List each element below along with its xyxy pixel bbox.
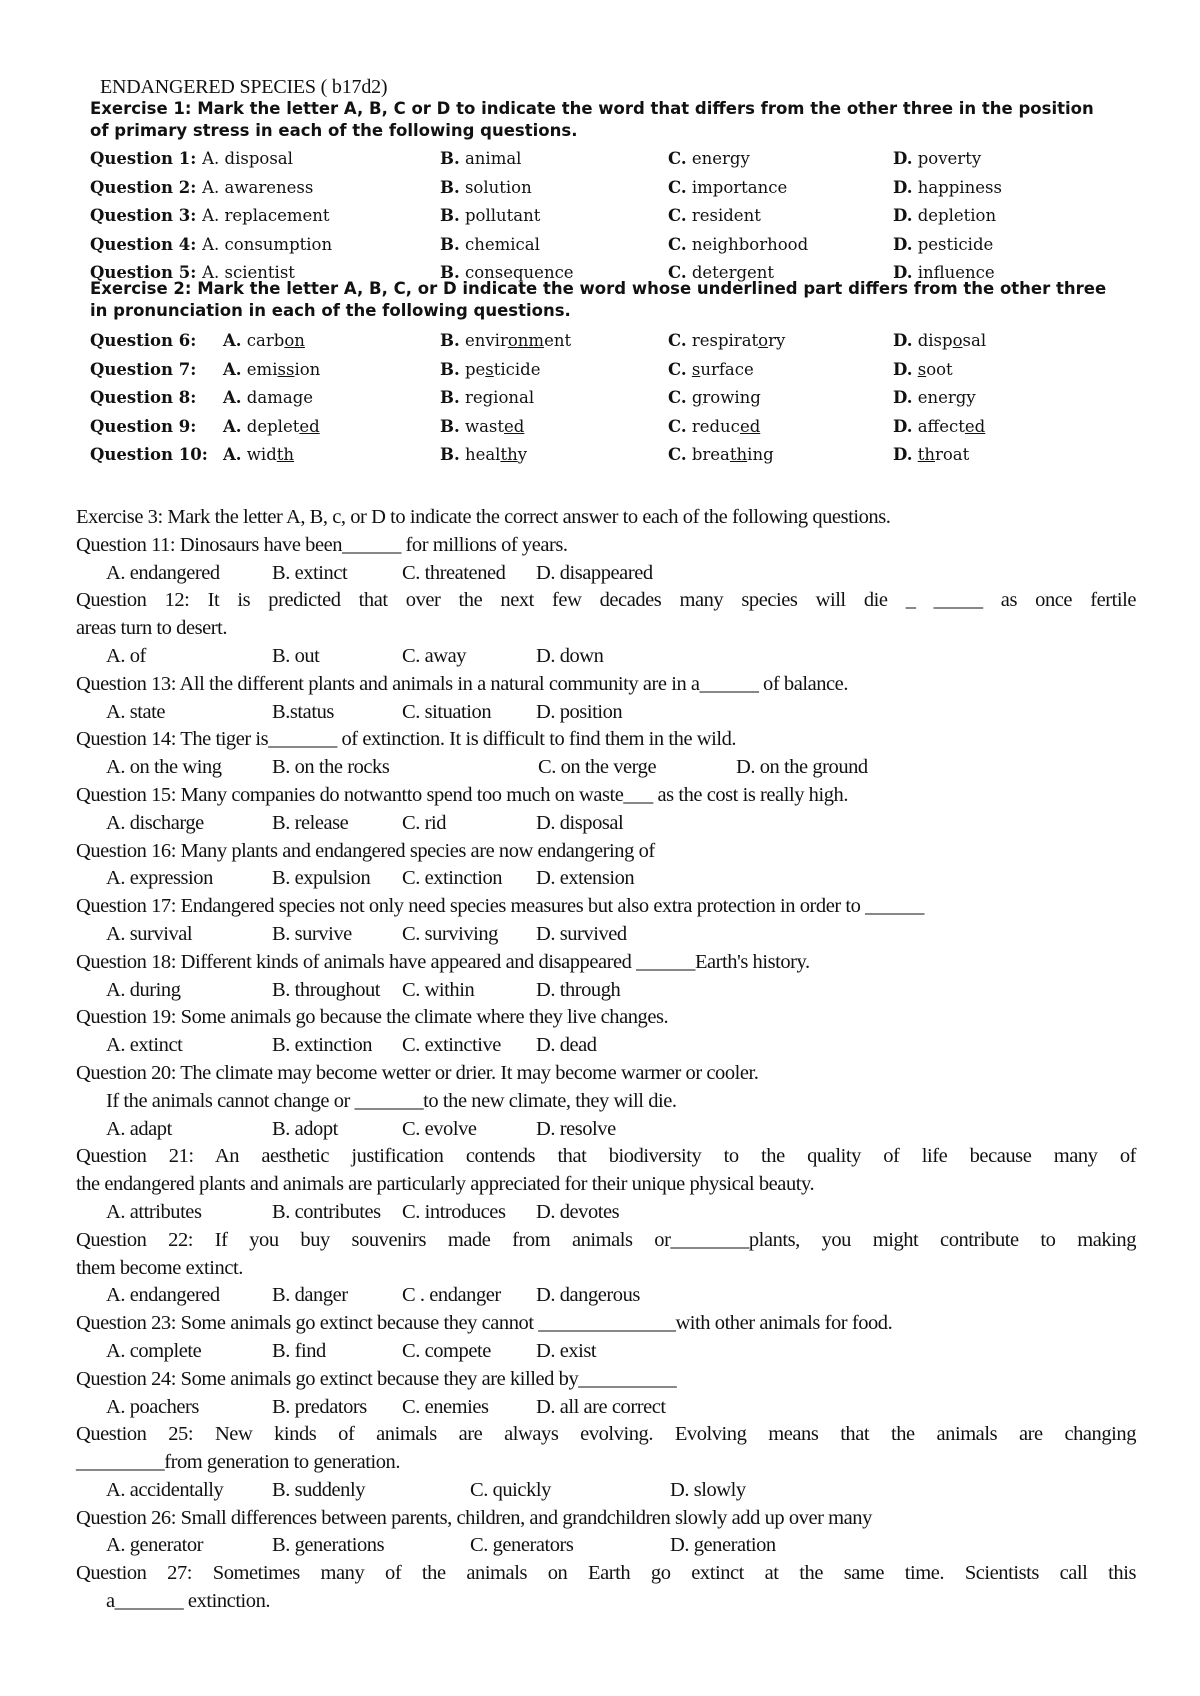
question-row [90,232,1110,261]
option-c [668,206,761,225]
question-number: Question 4: [90,234,197,254]
word-part: sal [962,331,987,350]
option-letter: B. [440,263,460,282]
question-label [90,149,293,168]
answer-options [76,699,1136,727]
answer-option-d[interactable]: D. generation [670,1534,776,1557]
underlined-part: o [952,331,963,350]
question-text: Question 16: Many plants and endangered species are now endangering of [76,839,655,862]
question-label: Question 10: [90,445,208,464]
option-word: depletion [917,206,997,225]
option-letter: B. [440,445,460,464]
exercise-2-questions [90,328,1110,471]
question-label: Question 7: [90,359,197,379]
word-part: wast [464,416,505,436]
answer-option-c[interactable]: C. introduces [402,1200,506,1223]
answer-option-a[interactable]: A. accidentally [106,1478,224,1501]
question-text: If the animals cannot change or _______to the new climate, they will die. [106,1089,677,1112]
word-part: reduc [691,416,740,436]
option-letter: D. [893,177,913,197]
answer-options [76,754,1136,782]
answer-option-d[interactable]: D. down [536,644,604,667]
answer-option-b[interactable]: B. generations [272,1534,385,1557]
question-number: Question 5: [90,263,197,282]
question-row [90,328,1110,357]
answer-option-c[interactable]: C. within [402,978,475,1001]
answer-option-b[interactable]: B. extinction [272,1034,373,1057]
exercise-1-questions [90,146,1110,289]
option-letter: C. [668,206,687,225]
option-letter: C. [668,445,687,464]
question-text: Question 24: Some animals go extinct because they are killed by__________ [76,1367,677,1390]
option-word: consequence [464,263,574,282]
answer-option-b[interactable]: B. survive [272,922,352,945]
exercise-2 [90,278,1110,471]
answer-option-c[interactable]: C. rid [402,811,446,834]
answer-option-c[interactable]: C. surviving [402,922,498,945]
word-part: ing [747,445,774,464]
answer-option-a[interactable]: A. adapt [106,1117,172,1140]
option-letter: C. [668,263,687,282]
option-letter: D. [893,234,913,254]
answer-option-d[interactable]: D. disappeared [536,561,653,584]
word-part: re [464,388,483,407]
word-part: y [517,445,528,464]
option-c [668,149,750,168]
answer-options [76,1116,1136,1144]
option-b [440,417,524,436]
underlined-part: ed [299,416,320,436]
answer-options [76,865,1136,893]
option-word: animal [464,149,522,168]
answer-option-a[interactable]: A. state [106,700,166,723]
answer-option-c[interactable]: C. threatened [402,561,506,584]
answer-option-b[interactable]: B. out [272,644,320,667]
question-text: Question 26: Small differences between parents, children, and grandchildren slowly add up over many [76,1506,872,1529]
word-part: affect [917,416,965,436]
option-letter: C. [668,149,687,168]
answer-option-b[interactable]: B. throughout [272,978,381,1001]
option-letter: B. [440,234,460,254]
word-part: oot [926,359,953,379]
underlined-part: g [955,388,967,407]
question-row [90,385,1110,414]
answer-option-d[interactable]: D. position [536,700,623,723]
answer-option-b[interactable]: B. danger [272,1284,348,1307]
answer-options [76,1338,1136,1366]
document-title: ENDANGERED SPECIES ( b17d2) [100,76,388,98]
question-row [90,414,1110,443]
exercise-3-instruction: Exercise 3: Mark the letter A, B, c, or D to indicate the correct answer to each of the following questions. [76,506,891,528]
question-text: Question 22: If you buy souvenirs made from animals or________plants, you might contribute to making [76,1228,1136,1251]
question-text: areas turn to desert. [76,617,228,640]
option-letter: A. [223,331,242,350]
option-word: energy [691,149,750,168]
option-d [893,206,996,225]
word-part: y [966,388,976,407]
option-word: influence [917,263,995,282]
question-text: Question 11: Dinosaurs have been______ for millions of years. [76,533,568,556]
question-number: Question 3: [90,206,197,225]
question-text: Question 17: Endangered species not only need species measures but also extra protection in order to ______ [76,895,924,918]
option-letter: D. [893,359,913,379]
answer-option-d[interactable]: D. exist [536,1339,597,1362]
answer-option-c[interactable]: C. situation [402,700,492,723]
answer-option-d[interactable]: D. slowly [670,1478,746,1501]
question-number: Question 1: [90,149,197,168]
word-part: respirat [691,331,759,350]
word-part: wid [246,445,277,464]
answer-option-a[interactable]: A. discharge [106,811,204,834]
underlined-part: onm [507,331,545,350]
option-letter: D. [893,388,913,407]
answer-options [76,1394,1136,1422]
option-d [893,417,985,436]
underlined-part: o [758,331,769,350]
underlined-part: on [284,331,305,350]
question-text: a_______ extinction. [106,1590,271,1613]
answer-option-b[interactable]: B. adopt [272,1117,338,1140]
option-word: pollutant [464,206,541,225]
option-b [440,178,532,197]
option-letter: D. [893,416,913,436]
option-word: happiness [917,177,1002,197]
option-c [668,235,808,254]
option-d [893,388,976,407]
question-text: Question 12: It is predicted that over the next few decades many species will die _ _____ as once fertile [76,589,1136,612]
exercise-1-instruction: Exercise 1: Mark the letter A, B, C or D to indicate the word that differs from the other three in the position of primary stress in each of the following questions. [90,99,1094,140]
option-a: A. consumption [202,234,333,254]
answer-option-c[interactable]: C. on the verge [538,756,657,779]
answer-options [76,560,1136,588]
answer-option-a[interactable]: A. extinct [106,1034,183,1057]
option-letter: D. [893,331,913,350]
option-letter: C. [668,416,687,436]
question-number: Question 2: [90,177,197,197]
option-letter: B. [440,416,460,436]
answer-option-d[interactable]: D. devotes [536,1200,620,1223]
answer-option-c[interactable]: C. quickly [470,1478,551,1501]
answer-option-b[interactable]: B. find [272,1339,326,1362]
answer-option-b[interactable]: B. expulsion [272,867,371,890]
question-text: Question 18: Different kinds of animals have appeared and disappeared ______Earth's history. [76,950,810,973]
answer-options [76,921,1136,949]
option-a [223,417,320,436]
word-part: deplet [246,416,300,436]
answer-option-c[interactable]: C. extinctive [402,1034,501,1057]
option-word: solution [464,177,532,197]
underlined-part: th [500,445,518,464]
word-part: pe [464,359,486,379]
question-label: Question 9: [90,416,197,436]
word-part: emi [246,359,278,379]
answer-option-a[interactable]: A. endangered [106,1284,220,1307]
option-word: pesticide [917,234,994,254]
word-part: rowing [702,388,761,407]
option-a [223,360,320,379]
question-label: Question 6: [90,331,197,350]
word-part: brea [691,445,730,464]
option-b [440,331,571,350]
answer-option-c[interactable]: C. evolve [402,1117,477,1140]
answer-option-d[interactable]: D. dangerous [536,1284,640,1307]
question-label [90,235,332,254]
option-c [668,388,761,407]
option-a [223,388,313,407]
option-b [440,235,540,254]
question-label [90,206,330,225]
option-letter: B. [440,206,460,225]
option-d [893,360,953,379]
question-text: Question 20: The climate may become wetter or drier. It may become warmer or cooler. [76,1061,759,1084]
word-part: urface [700,359,754,379]
question-text: Question 13: All the different plants and animals in a natural community are in a______ of balance. [76,672,849,695]
option-letter: B. [440,388,460,407]
answer-option-b[interactable]: B. suddenly [272,1478,365,1501]
underlined-part: g [482,388,494,407]
option-a: A. awareness [202,177,314,197]
answer-options [76,1032,1136,1060]
question-row [90,146,1110,175]
question-row [90,442,1110,471]
option-b [440,149,521,168]
option-c [668,417,760,436]
answer-option-d[interactable]: D. extension [536,867,635,890]
answer-option-a[interactable]: A. during [106,978,181,1001]
answer-options [76,1477,1136,1505]
word-part: ent [544,331,572,350]
underlined-part: ed [964,416,986,436]
option-a: A. disposal [202,149,293,168]
question-label [90,178,313,197]
underlined-part: s [691,359,701,379]
option-d [893,235,993,254]
answer-option-c[interactable]: C. away [402,644,467,667]
option-letter: D. [893,263,913,282]
word-part: heal [464,445,501,464]
answer-option-b[interactable]: B. on the rocks [272,756,390,779]
option-letter: C. [668,177,687,197]
option-a [223,331,305,350]
option-b [440,445,527,464]
underlined-part: g [292,388,304,407]
option-letter: B. [440,359,460,379]
option-word: resident [691,206,761,225]
question-text: Question 14: The tiger is_______ of extinction. It is difficult to find them in the wild. [76,728,737,751]
word-part: carb [246,331,285,350]
answer-option-d[interactable]: D. all are correct [536,1395,666,1418]
question-text: Question 15: Many companies do notwantto spend too much on waste___ as the cost is really high. [76,783,848,806]
underlined-part: s [917,359,927,379]
word-part: ion [294,359,321,379]
option-letter: A. [223,388,242,407]
option-letter: C. [668,234,687,254]
question-label: Question 8: [90,388,197,407]
answer-option-d[interactable]: D. dead [536,1034,597,1057]
answer-options [76,1199,1136,1227]
answer-option-d[interactable]: D. through [536,978,621,1001]
answer-option-c[interactable]: C. enemies [402,1395,489,1418]
option-word: chemical [464,234,540,254]
option-letter: C. [668,388,687,407]
option-b [440,388,534,407]
answer-option-a[interactable]: A. expression [106,867,213,890]
answer-option-a[interactable]: A. survival [106,922,193,945]
word-part: envir [464,331,508,350]
question-row [90,357,1110,386]
underlined-part: th [729,445,748,464]
option-c [668,360,754,379]
answer-option-b[interactable]: B. extinct [272,561,348,584]
option-letter: A. [223,359,242,379]
option-letter: B. [440,331,460,350]
question-text: _________from generation to generation. [76,1451,401,1474]
answer-option-c[interactable]: C . endanger [402,1284,501,1307]
option-letter: C. [668,359,687,379]
option-c [668,331,785,350]
answer-option-a[interactable]: A. endangered [106,561,220,584]
option-letter: D. [893,206,913,225]
answer-option-a[interactable]: A. of [106,644,146,667]
answer-option-b[interactable]: B. release [272,811,349,834]
option-d [893,331,986,350]
underlined-part: ed [504,416,525,436]
word-part: ry [768,331,786,350]
option-d [893,149,981,168]
option-a: A. scientist [202,263,295,282]
answer-option-a[interactable]: A. attributes [106,1200,202,1223]
option-letter: D. [893,149,913,168]
option-a: A. replacement [202,206,330,225]
word-part: e [303,388,314,407]
answer-options [76,1532,1136,1560]
option-c [668,445,774,464]
underlined-part: ed [739,416,761,436]
option-d [893,178,1002,197]
exercise-2-instruction: Exercise 2: Mark the letter A, B, C, or D indicate the word whose underlined part differs from the other three in pronunciation in each of the following questions. [90,279,1107,320]
answer-option-d[interactable]: D. resolve [536,1117,616,1140]
answer-options [76,1282,1136,1310]
word-part: roat [934,445,970,464]
option-letter: A. [223,416,242,436]
answer-option-c[interactable]: C. extinction [402,867,503,890]
underlined-part: s [485,359,494,379]
answer-options [76,643,1136,671]
underlined-part: th [917,445,935,464]
answer-option-a[interactable]: A. generator [106,1534,204,1557]
question-row [90,203,1110,232]
answer-option-d[interactable]: D. disposal [536,811,624,834]
option-letter: A. [223,445,242,464]
option-b [440,206,540,225]
question-text: Question 19: Some animals go because the climate where they live changes. [76,1006,669,1029]
exercise-1 [90,98,1110,289]
exercise-3 [76,504,1136,1616]
option-word: importance [691,177,788,197]
option-letter: D. [893,445,913,464]
answer-option-b[interactable]: B.status [272,700,334,723]
underlined-part: g [691,388,703,407]
answer-option-b[interactable]: B. predators [272,1395,367,1418]
option-letter: B. [440,149,460,168]
answer-option-d[interactable]: D. on the ground [736,756,868,779]
option-c [668,178,787,197]
option-letter: C. [668,331,687,350]
answer-options [76,977,1136,1005]
question-text: Question 23: Some animals go extinct because they cannot ______________with other animals for food. [76,1312,893,1335]
answer-option-d[interactable]: D. survived [536,922,627,945]
underlined-part: ss [277,359,295,379]
question-text: them become extinct. [76,1256,243,1279]
answer-option-c[interactable]: C. generators [470,1534,574,1557]
option-word: poverty [917,149,982,168]
question-text: Question 27: Sometimes many of the animals on Earth go extinct at the same time. Scientists call this [76,1562,1136,1585]
word-part: ticide [493,359,541,379]
word-part: ional [493,388,535,407]
option-a [223,445,294,464]
word-part: dama [246,388,293,407]
answer-option-a[interactable]: A. poachers [106,1395,199,1418]
answer-option-c[interactable]: C. compete [402,1339,491,1362]
question-text: Question 21: An aesthetic justification contends that biodiversity to the quality of life because many of [76,1145,1136,1168]
word-part: ener [917,388,956,407]
answer-option-b[interactable]: B. contributes [272,1200,381,1223]
question-text: the endangered plants and animals are particularly appreciated for their unique physical beauty. [76,1173,815,1196]
option-d [893,445,969,464]
question-row [90,175,1110,204]
underlined-part: th [276,445,295,464]
word-part: disp [917,331,953,350]
option-word: detergent [691,263,775,282]
option-b [440,360,541,379]
answer-option-a[interactable]: A. complete [106,1339,202,1362]
question-text: Question 25: New kinds of animals are always evolving. Evolving means that the animals are changing [76,1423,1136,1446]
option-letter: B. [440,177,460,197]
option-word: neighborhood [691,234,809,254]
answer-option-a[interactable]: A. on the wing [106,756,222,779]
answer-options [76,810,1136,838]
